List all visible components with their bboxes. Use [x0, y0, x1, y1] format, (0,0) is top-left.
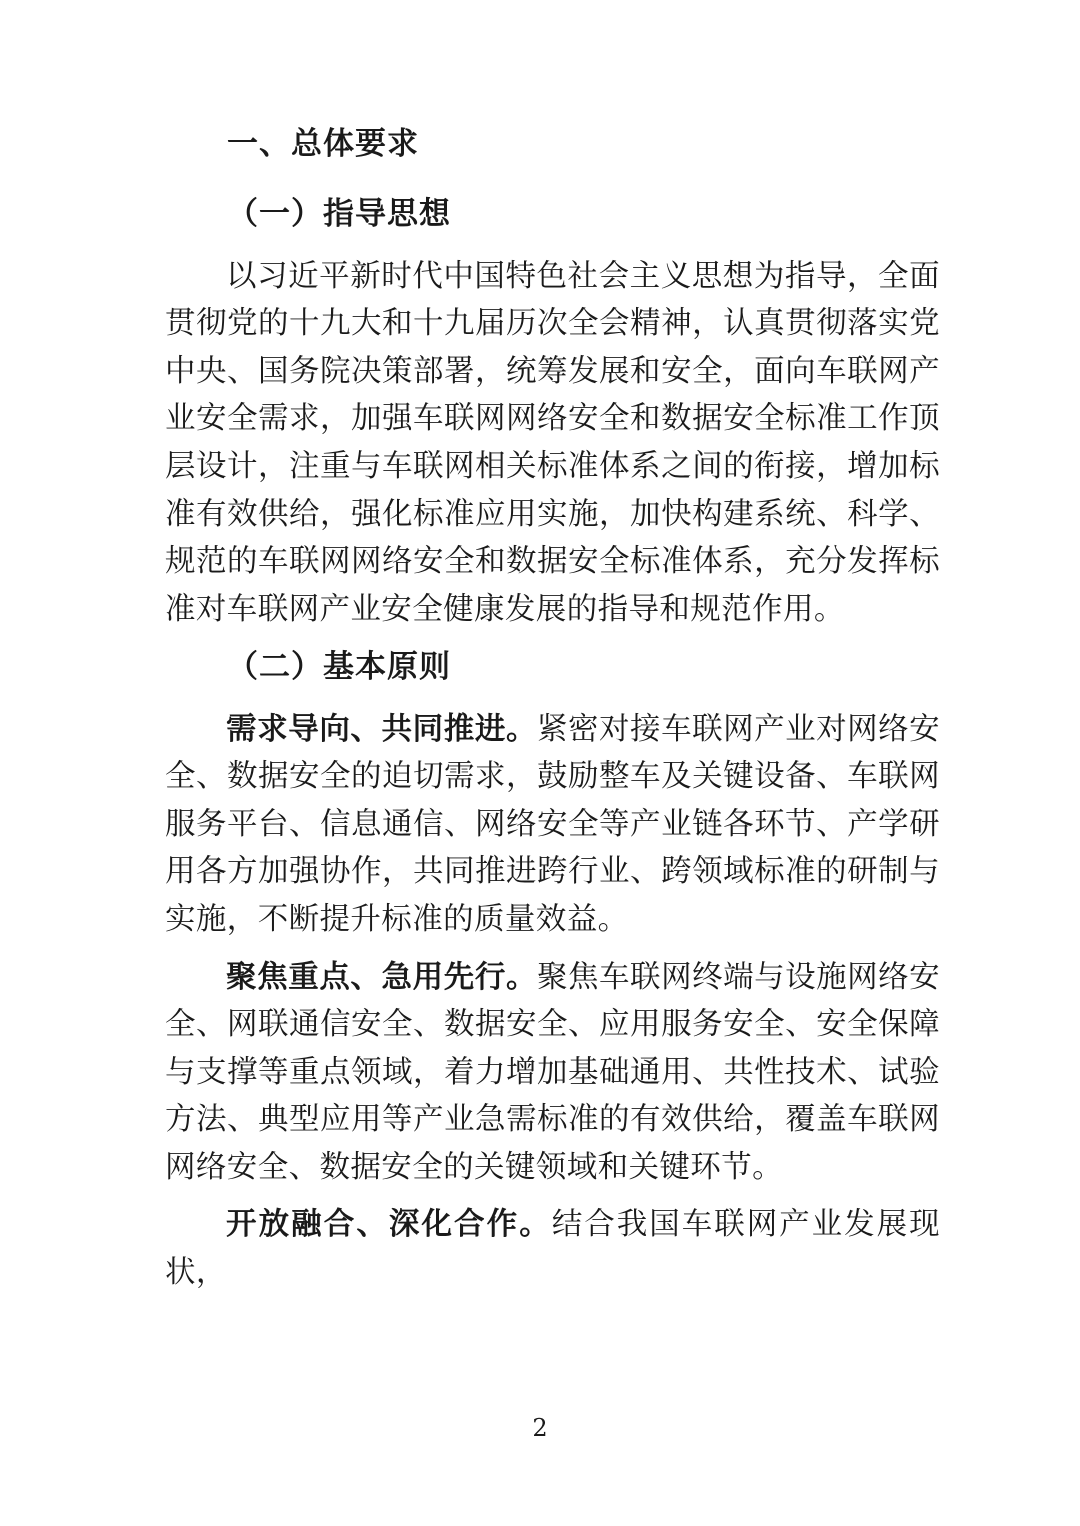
page-number: 2: [532, 1414, 548, 1442]
principle-lead-demand-driven: 需求导向、共同推进。: [226, 710, 538, 747]
paragraph-principle-focus-priority: [165, 954, 940, 1192]
principle-lead-focus-priority: 聚焦重点、急用先行。: [226, 958, 538, 995]
paragraph-principle-open-cooperation: [165, 1201, 940, 1296]
subsection-heading-guiding-ideology: （一）指导思想: [227, 196, 451, 233]
paragraph-guiding-ideology: 以习近平新时代中国特色社会主义思想为指导，全面贯彻党的十九大和十九届历次全会精神，认真贯彻落实党中央、国务院决策部署，统筹发展和安全，面向车联网产业安全需求，加强车联网网络安全和数据安全标准工作顶层设计，注重与车联网相关标准体系之间的衔接，增加标准有效供给，强化标准应用实施，加快构建系统、科学、规范的车联网网络安全和数据安全标准体系，充分发挥标准对车联网产业安全健康发展的指导和规范作用。: [165, 258, 940, 627]
principle-text-focus-priority: 聚焦车联网终端与设施网络安全、网联通信安全、数据安全、应用服务安全、安全保障与支撑等重点领域，着力增加基础通用、共性技术、试验方法、典型应用等产业急需标准的有效供给，覆盖车联网网络安全、数据安全的关键领域和关键环节。: [165, 959, 940, 1185]
principle-lead-open-cooperation: 开放融合、深化合作。: [226, 1206, 552, 1243]
subsection-heading-basic-principles: （二）基本原则: [227, 649, 451, 686]
section-heading-overall-requirements: 一、总体要求: [227, 126, 419, 162]
principle-text-open-cooperation: 结合我国车联网产业发展现状，: [165, 1207, 940, 1291]
principle-text-demand-driven: 紧密对接车联网产业对网络安全、数据安全的迫切需求，鼓励整车及关键设备、车联网服务平台、信息通信、网络安全等产业链各环节、产学研用各方加强协作，共同推进跨行业、跨领域标准的研制与实施，不断提升标准的质量效益。: [165, 711, 940, 938]
paragraph-principle-demand-driven: [165, 706, 940, 944]
document-body: [165, 120, 940, 1297]
